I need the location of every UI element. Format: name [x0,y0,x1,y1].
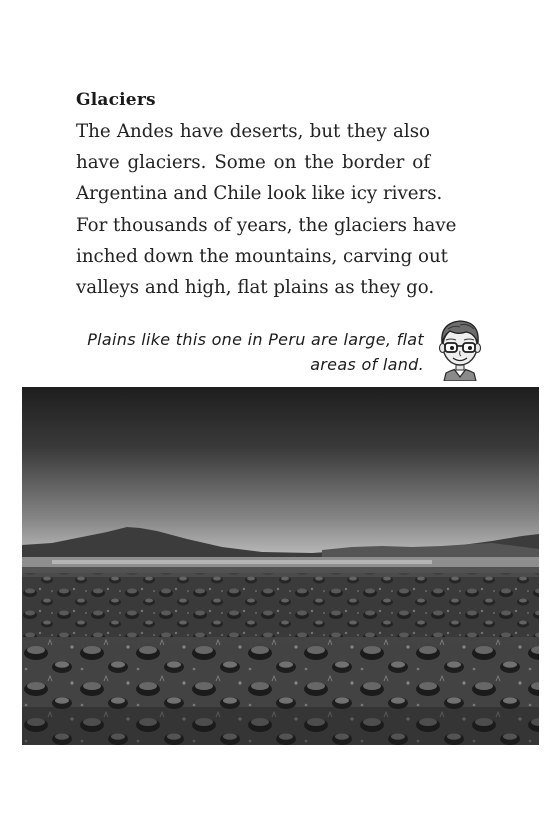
body-line: inched down the mountains, carving out [76,245,448,267]
body-line: For thousands of years, the glaciers have [76,214,457,236]
section-heading: Glaciers [76,90,156,110]
photo-caption [76,327,424,377]
body-paragraph [76,116,457,303]
caption-line: Plains like this one in Peru are large, flat [87,330,424,349]
body-line: valleys and high, flat plains as they go. [76,277,435,299]
landscape-photo [22,387,539,745]
caption-line: areas of land. [310,355,424,374]
kid-with-glasses-icon [430,313,490,381]
body-line: have glaciers. Some on the border of [76,152,430,174]
body-line: Argentina and Chile look like icy rivers. [76,183,443,205]
body-line: The Andes have deserts, but they also [76,121,430,142]
